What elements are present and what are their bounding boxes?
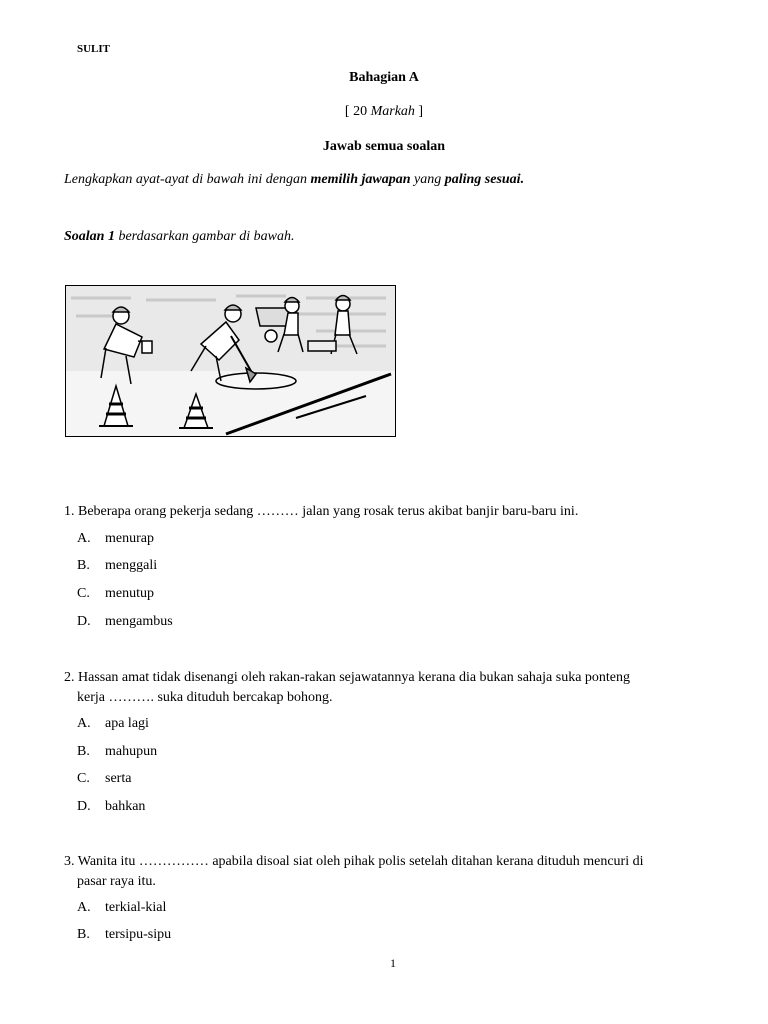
option-letter: B. xyxy=(77,927,90,942)
option-text: tersipu-sipu xyxy=(105,927,172,942)
section-title: Bahagian A xyxy=(349,70,419,85)
instruction-part1: Lengkapkan ayat-ayat di bawah ini dengan xyxy=(64,172,311,187)
page-number: 1 xyxy=(390,956,396,970)
option-text: mengambus xyxy=(105,614,173,629)
option-text: menurap xyxy=(105,531,154,546)
option-letter: D. xyxy=(77,799,91,814)
option-letter: B. xyxy=(77,744,90,759)
option-letter: C. xyxy=(77,586,90,601)
marks-close: ] xyxy=(414,104,424,119)
q2-option-a xyxy=(77,716,149,732)
question-2-line2: kerja ………. suka dituduh bercakap bohong. xyxy=(77,690,333,705)
instruction-part2: memilih jawapan xyxy=(310,172,411,187)
question-1: 1. Beberapa orang pekerja sedang ……… jalan yang rosak terus akibat banjir baru-baru ini. xyxy=(64,504,579,519)
marks-open: [ 20 xyxy=(344,104,371,119)
sulit-label: SULIT xyxy=(77,43,111,55)
soalan-intro-rest: berdasarkan gambar di bawah. xyxy=(114,229,295,244)
question-2-line1: 2. Hassan amat tidak disenangi oleh rakan-rakan sejawatannya kerana dia bukan sahaja suka ponteng xyxy=(64,670,631,685)
option-text: menggali xyxy=(105,558,158,573)
option-text: terkial-kial xyxy=(105,900,167,915)
option-letter: A. xyxy=(77,716,91,731)
q3-option-b xyxy=(77,927,171,943)
instruction-part3: yang xyxy=(410,172,445,187)
instruction-part4: paling sesuai. xyxy=(444,172,525,187)
option-text: menutup xyxy=(105,586,154,601)
question-3 xyxy=(64,852,710,892)
road-workers-illustration xyxy=(65,285,396,437)
road-workers-drawing xyxy=(66,286,395,436)
option-letter: A. xyxy=(77,900,91,915)
option-letter: D. xyxy=(77,614,91,629)
soalan-intro-bold: Soalan 1 xyxy=(64,229,115,244)
q1-option-b xyxy=(77,558,157,574)
q1-option-c xyxy=(77,586,154,602)
instruction xyxy=(64,172,524,188)
marks-label xyxy=(0,104,768,120)
option-letter: A. xyxy=(77,531,91,546)
q1-option-d xyxy=(77,614,173,630)
option-text: apa lagi xyxy=(105,716,149,731)
question-2 xyxy=(64,668,710,708)
question-3-line1: 3. Wanita itu …………… apabila disoal siat oleh pihak polis setelah ditahan kerana dituduh mencuri di xyxy=(64,854,644,869)
marks-word: Markah xyxy=(370,104,415,119)
option-text: bahkan xyxy=(105,799,146,814)
q1-option-a xyxy=(77,531,154,547)
q3-option-a xyxy=(77,900,166,916)
q2-option-b xyxy=(77,744,157,760)
option-letter: B. xyxy=(77,558,90,573)
q2-option-d xyxy=(77,799,145,815)
q2-option-c xyxy=(77,771,131,787)
option-text: mahupun xyxy=(105,744,158,759)
soalan-intro xyxy=(64,229,295,245)
answer-all-heading: Jawab semua soalan xyxy=(322,139,446,154)
option-text: serta xyxy=(105,771,132,786)
question-3-line2: pasar raya itu. xyxy=(77,874,156,889)
option-letter: C. xyxy=(77,771,90,786)
